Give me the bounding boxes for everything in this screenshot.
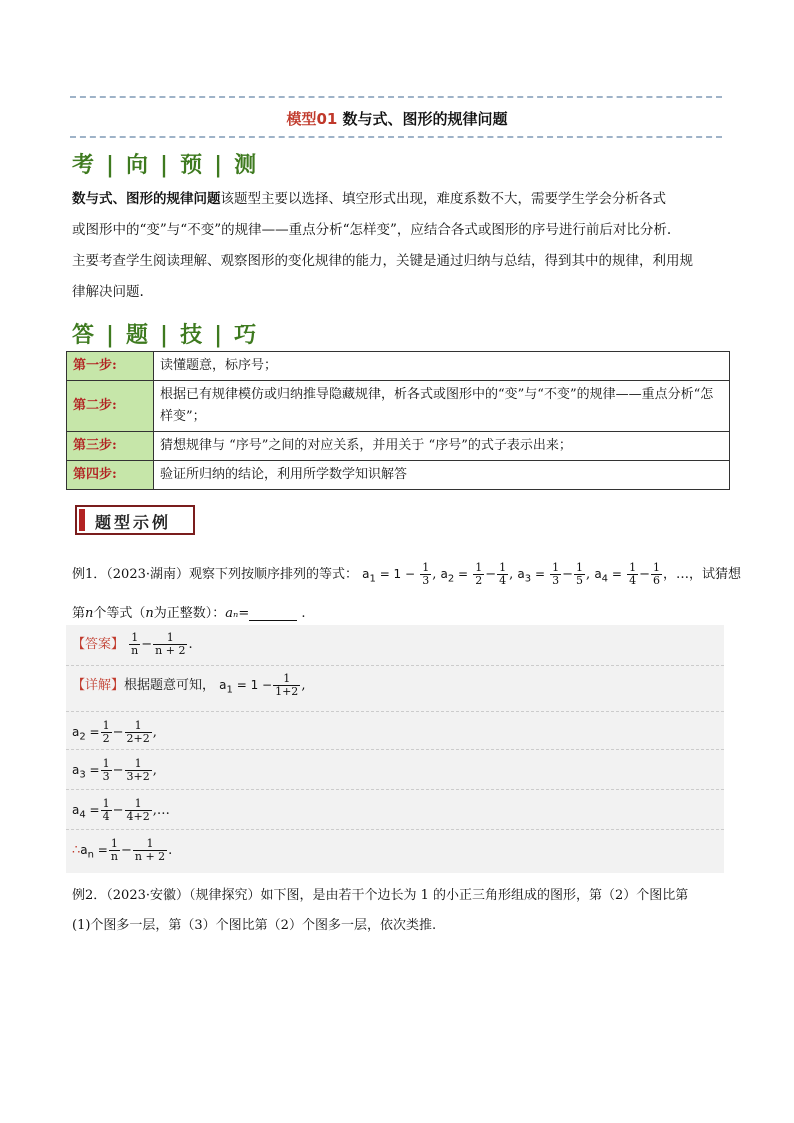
- answer-label: 【答案】: [72, 637, 125, 652]
- divider: [66, 829, 724, 830]
- solution-box: [66, 625, 724, 873]
- text: 个等式（: [93, 606, 146, 621]
- title-dashed-rule: [70, 136, 722, 138]
- section-heading-datijiqiao: 答 | 题 | 技 | 巧: [72, 322, 259, 348]
- intro-line4: 律解决问题.: [72, 284, 144, 300]
- divider: [66, 665, 724, 666]
- title-prefix: 模型01: [286, 110, 338, 128]
- top-dashed-rule: [70, 96, 722, 98]
- intro-line3: 主要考查学生阅读理解、观察图形的变化规律的能力，关键是通过归纳与总结，得到其中的规律，利用规: [72, 253, 693, 269]
- divider: [66, 749, 724, 750]
- step-label: 第四步:: [67, 461, 154, 490]
- intro-line1: 该题型主要以选择、填空形式出现，难度系数不大，需要学生学会分析各式: [220, 191, 666, 207]
- example1-suffix: ，…，试猜想: [662, 567, 741, 582]
- heading-char: 答: [72, 322, 97, 348]
- detail-an: $\therefore a_n$ = $\frac{1}{n}$ − $\frac{1}{n + 2}$ .: [72, 837, 173, 863]
- heading-char: 考: [72, 152, 97, 178]
- step-label: 第二步:: [67, 381, 154, 432]
- example-banner: [75, 505, 195, 535]
- intro-line2: 或图形中的“变”与“不变”的规律——重点分析“怎样变”，应结合各式或图形的序号进行前后对比分析.: [72, 222, 672, 238]
- heading-char: 向: [126, 152, 151, 178]
- therefore-symbol: ∴: [72, 843, 81, 858]
- step-text: 根据已有规律模仿或归纳推导隐藏规律，析各式或图形中的“变”与“不变”的规律——重点分析“怎样变”；: [154, 381, 730, 432]
- step-text: 读懂题意，标序号；: [154, 352, 730, 381]
- answer-line: 【答案】 $\frac{1}{n}$ − $\frac{1}{n + 2}$ .: [72, 631, 193, 657]
- answer-blank: [249, 608, 297, 621]
- detail-line: 【详解】根据题意可知， $a_1 = 1$ − $\frac{1}{1+2}$ ,: [72, 672, 306, 698]
- heading-char: 预: [180, 152, 205, 178]
- banner-text: 题型示例: [95, 513, 172, 532]
- step-label: 第一步:: [67, 352, 154, 381]
- detail-a3: $a_3$ = $\frac{1}{3}$ − $\frac{1}{3+2}$ ,: [72, 757, 157, 783]
- table-row: [67, 381, 730, 432]
- divider: [66, 711, 724, 712]
- table-row: [67, 352, 730, 381]
- example1-prefix: 例1．（2023·湖南）观察下列按顺序排列的等式：: [72, 567, 358, 582]
- var-n: n: [85, 606, 94, 621]
- example2-line1: 例2．（2023·安徽）（规律探究）如下图，是由若干个边长为 1 的小正三角形组成的图形，第（2）个图比第: [72, 888, 689, 903]
- detail-a2: $a_2$ = $\frac{1}{2}$ − $\frac{1}{2+2}$ ,: [72, 719, 157, 745]
- example1-line2: [72, 602, 306, 621]
- page-title: [0, 108, 794, 129]
- text: 第: [72, 606, 86, 621]
- detail-text: 根据题意可知，: [124, 678, 216, 693]
- intro-paragraph: [72, 184, 722, 308]
- var-an: aₙ=: [225, 606, 250, 621]
- title-text: 数与式、图形的规律问题: [342, 110, 508, 128]
- var-n: n: [145, 606, 154, 621]
- heading-char: 测: [234, 152, 259, 178]
- detail-label: 【详解】: [72, 678, 125, 693]
- section-heading-kaoxiang: 考 | 向 | 预 | 测: [72, 152, 259, 178]
- banner-bar: [79, 509, 85, 531]
- heading-char: 题: [126, 322, 151, 348]
- heading-char: 技: [180, 322, 205, 348]
- intro-bold: 数与式、图形的规律问题: [72, 191, 221, 207]
- step-text: 猜想规律与 “序号”之间的对应关系，并用关于 “序号”的式子表示出来；: [154, 432, 730, 461]
- example2-line2: (1)个图多一层，第（3）个图比第（2）个图多一层，依次类推.: [72, 918, 437, 933]
- heading-char: 巧: [234, 322, 259, 348]
- example1-line1: 例1．（2023·湖南）观察下列按顺序排列的等式： $a_1 = 1$ − $\frac{1}{3}$ , $a_2$ = $\frac{1}{2}$ − $\frac{1}{4}$ , $a_3$ = $\frac{1}{3}$ − $\frac{1}{5}$ , $a_4$ = $\frac{1}{4}$ − $\frac{1}{6}$ ，…，试猜想: [72, 561, 741, 587]
- text: .: [301, 606, 306, 621]
- step-text: 验证所归纳的结论，利用所学数学知识解答: [154, 461, 730, 490]
- detail-a4: $a_4$ = $\frac{1}{4}$ − $\frac{1}{4+2}$ ,…: [72, 797, 170, 823]
- table-row: [67, 432, 730, 461]
- table-row: [67, 461, 730, 490]
- text: 为正整数）：: [153, 606, 226, 621]
- step-label: 第三步:: [67, 432, 154, 461]
- steps-table: [66, 351, 730, 490]
- divider: [66, 789, 724, 790]
